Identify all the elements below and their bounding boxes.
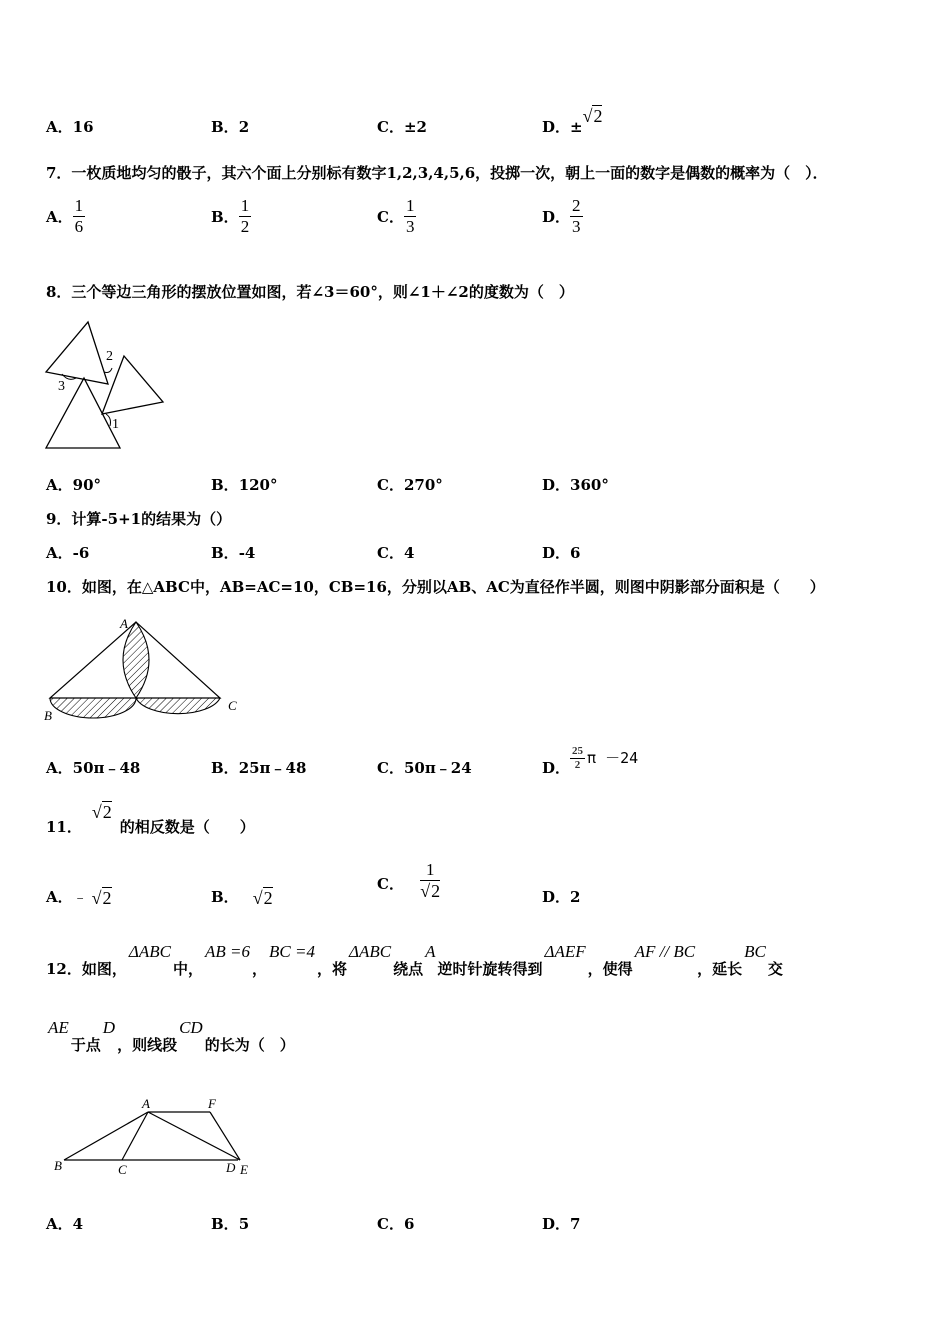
math-expression: AB =6 (205, 942, 250, 961)
math-expression: ΔABC (348, 942, 392, 961)
radicand: 2 (102, 888, 112, 908)
option-letter: B． (211, 759, 239, 777)
q10-semicircles-figure (40, 612, 250, 727)
question-number: 11． (46, 818, 82, 836)
math-expression: ΔAEF (544, 942, 586, 961)
question-number: 12． (46, 960, 82, 978)
q10-option-d (542, 745, 638, 778)
option-letter: C． (377, 208, 404, 227)
option-text: 90° (72, 476, 102, 494)
q11-option-b (211, 886, 273, 907)
q11-option-d (542, 886, 580, 907)
stem-text: 中， (172, 960, 203, 978)
q10-option-b (211, 757, 306, 778)
sqrt-expression: √2 (91, 802, 112, 822)
stem-text: ，将 (316, 960, 347, 978)
option-letter: A． (46, 544, 73, 562)
option-letter: C． (377, 759, 404, 777)
numerator: 1 (73, 196, 86, 217)
denominator: 2 (574, 759, 581, 772)
denominator-sqrt: √2 (420, 881, 441, 902)
option-text: 7 (570, 1215, 581, 1233)
numerator: 1 (420, 860, 441, 881)
angle-2-arc (104, 368, 112, 373)
math-expression: BC =4 (269, 942, 315, 961)
option-letter: C． (377, 544, 404, 562)
q6-option-a (46, 116, 94, 137)
option-letter: A． (46, 1215, 73, 1233)
triangle-right (102, 356, 163, 414)
option-letter: D． (542, 888, 571, 906)
option-text: 6 (570, 544, 581, 562)
q10-option-a (46, 757, 140, 778)
option-prefix: ± (570, 118, 583, 136)
denominator: 3 (405, 217, 415, 237)
option-letter: C． (377, 1215, 404, 1233)
option-prefix: ﹣ (72, 888, 88, 906)
point-label-e: E (240, 1162, 248, 1177)
q7-option-c (377, 196, 416, 238)
option-text: 360° (570, 476, 609, 494)
segment-ae (148, 1112, 240, 1160)
q11-option-c (377, 860, 440, 903)
q9-option-a (46, 542, 89, 563)
option-letter: D． (542, 759, 571, 777)
q8-stem: 8．三个等边三角形的摆放位置如图，若∠3＝60°，则∠1＋∠2的度数为（ ） (46, 283, 574, 301)
option-letter: B． (211, 476, 239, 494)
shaded-region-right (136, 698, 220, 714)
angle-label-1: 1 (112, 417, 119, 432)
stem-text: 如图， (81, 960, 127, 978)
fraction (570, 745, 585, 772)
point-label-b: B (54, 1158, 62, 1173)
triangle-top (46, 322, 108, 384)
option-letter: D． (542, 476, 571, 494)
q9-stem: 9．计算-5+1的结果为（） (46, 510, 232, 528)
q11-stem (46, 802, 255, 837)
option-text: 2 (570, 888, 581, 906)
radicand: 2 (431, 881, 441, 902)
q8-triangles-figure (40, 316, 170, 456)
q11-option-a (46, 886, 112, 907)
point-label-a: A (142, 1096, 150, 1111)
q12-option-b (211, 1213, 249, 1234)
q12-line2-content (46, 1018, 295, 1055)
q10-stem: 10．如图，在△ABC中，AB=AC=10，CB=16，分别以AB、AC为直径作半圆，则图中阴影部分面积是（ ） (46, 578, 825, 596)
option-text: -6 (72, 544, 90, 562)
option-text: 270° (403, 476, 443, 494)
angle-label-3: 3 (58, 379, 65, 394)
denominator: 6 (74, 217, 84, 237)
q7-stem: 7．一枚质地均匀的骰子，其六个面上分别标有数字1,2,3,4,5,6，投掷一次，朝上一面的数字是偶数的概率为（ ）． (46, 164, 828, 182)
fraction (420, 860, 441, 903)
q8-option-a (46, 474, 101, 495)
q7-option-d (542, 196, 583, 238)
fraction (73, 196, 86, 238)
q12-option-a (46, 1213, 83, 1234)
denominator: 3 (572, 217, 581, 237)
option-text: -4 (238, 544, 256, 562)
option-letter: D． (542, 1215, 571, 1233)
angle-label-2: 2 (106, 349, 113, 364)
shaded-region-left (50, 698, 136, 718)
option-letter: B． (211, 118, 239, 136)
stem-text: ，则线段 (117, 1036, 178, 1054)
q12-rotation-figure (50, 1094, 260, 1180)
q12-stem-line1 (46, 942, 906, 979)
point-label-d: D (226, 1160, 236, 1175)
math-expression: AE (48, 1018, 69, 1037)
option-letter: C． (377, 476, 404, 494)
math-expression: CD (179, 1018, 203, 1037)
option-letter: B． (211, 1215, 239, 1233)
q8-option-c (377, 474, 443, 495)
sqrt-expression: √2 (91, 888, 112, 908)
option-text: ±2 (403, 118, 427, 136)
option-letter: B． (211, 544, 239, 562)
math-expression: D (102, 1018, 116, 1037)
stem-text: 交 (767, 960, 783, 978)
stem-text: ， (252, 960, 268, 978)
q8-option-b (211, 474, 278, 495)
radicand: 2 (593, 106, 603, 126)
stem-text: ，使得 (587, 960, 633, 978)
question-text: 的相反数是（ ） (119, 818, 255, 836)
fraction (570, 196, 583, 238)
radicand: 2 (102, 802, 112, 822)
q8-option-d (542, 474, 609, 495)
radicand: 2 (263, 888, 273, 908)
point-label-b: B (44, 708, 52, 723)
option-letter: A． (46, 476, 73, 494)
option-text: 4 (72, 1215, 84, 1233)
option-letter: B． (211, 888, 239, 906)
option-tail: π －24 (587, 749, 639, 767)
sqrt-expression: √2 (252, 888, 273, 908)
stem-text: 于点 (70, 1036, 101, 1054)
q9-option-c (377, 542, 414, 563)
q6-option-d (542, 106, 603, 137)
option-text: 120° (238, 476, 278, 494)
point-label-a: A (120, 616, 128, 631)
option-text: 2 (238, 118, 250, 136)
numerator: 1 (404, 196, 417, 217)
q6-option-b (211, 116, 249, 137)
option-text: 50π﹣48 (72, 759, 141, 777)
option-letter: B． (211, 208, 239, 227)
q7-option-b (211, 196, 251, 238)
option-letter: D． (542, 208, 571, 227)
point-label-c: C (228, 698, 237, 713)
q12-stem-line2 (46, 1018, 295, 1055)
option-text: 4 (403, 544, 415, 562)
q7-option-a (46, 196, 85, 238)
sqrt-expression: √2 (582, 106, 603, 126)
option-letter: D． (542, 118, 571, 136)
option-text: 50π﹣24 (403, 759, 472, 777)
stem-text: ，延长 (697, 960, 743, 978)
numerator: 25 (570, 745, 585, 759)
math-expression: A (425, 942, 436, 961)
math-expression: AF // BC (634, 942, 696, 961)
option-letter: C． (377, 874, 404, 893)
option-letter: A． (46, 888, 73, 906)
point-label-f: F (208, 1096, 216, 1111)
option-text: 5 (238, 1215, 250, 1233)
option-letter: C． (377, 118, 404, 136)
option-letter: A． (46, 118, 73, 136)
math-expression: BC (744, 942, 766, 961)
stem-text: 绕点 (393, 960, 424, 978)
option-text: 25π﹣48 (238, 759, 307, 777)
q10-option-c (377, 757, 472, 778)
q9-option-b (211, 542, 255, 563)
stem-text: 的长为（ ） (204, 1036, 295, 1054)
q9-option-d (542, 542, 580, 563)
denominator: 2 (240, 217, 250, 237)
q12-option-d (542, 1213, 580, 1234)
numerator: 2 (570, 196, 583, 217)
q12-line1-content (82, 942, 783, 979)
fraction (404, 196, 417, 238)
option-letter: D． (542, 544, 571, 562)
option-text: 16 (72, 118, 94, 136)
stem-text: 逆时针旋转得到 (437, 960, 543, 978)
math-expression: ΔABC (128, 942, 171, 961)
numerator: 1 (239, 196, 252, 217)
fraction (239, 196, 252, 238)
option-text: 6 (403, 1215, 415, 1233)
q6-option-c (377, 116, 427, 137)
shaded-lens (123, 622, 149, 698)
option-letter: A． (46, 759, 73, 777)
point-label-c: C (118, 1162, 127, 1177)
q12-option-c (377, 1213, 414, 1234)
option-letter: A． (46, 208, 73, 227)
